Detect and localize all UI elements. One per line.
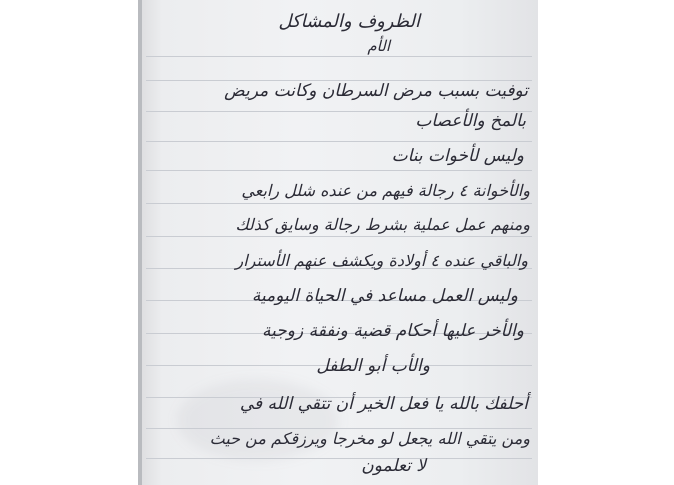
ruled-line	[146, 236, 532, 237]
ruled-line	[146, 458, 532, 459]
letter-line-1: توفيت بسبب مرض السرطان وكانت مريض	[224, 81, 528, 101]
letter-line-7: وليس العمل مساعد في الحياة اليومية	[251, 286, 518, 306]
letter-line-9: والأب أبو الطفل	[316, 356, 430, 376]
ruled-line	[146, 141, 532, 142]
ruled-line	[146, 56, 532, 57]
letter-line-8: والأخر عليها أحكام قضية ونفقة زوجية	[262, 321, 524, 341]
handwritten-letter	[138, 0, 538, 485]
letter-line-12: لا تعلمون	[361, 456, 426, 476]
letter-title: الظروف والمشاكل	[278, 11, 420, 32]
letter-subtitle: الأم	[367, 37, 390, 55]
ruled-line	[146, 203, 532, 204]
letter-line-2: بالمخ والأعصاب	[415, 111, 526, 131]
letter-line-4: والأخوانة ٤ رجالة فيهم من عنده شلل رابعي	[241, 181, 530, 200]
letter-line-11: ومن يتقي الله يجعل لو مخرجا ويرزقكم من حيث	[209, 429, 530, 448]
letter-line-6: والباقي عنده ٤ أولادة ويكشف عنهم الأسترار	[235, 251, 528, 270]
letter-line-5: ومنهم عمل عملية بشرط رجالة وسايق كذلك	[235, 215, 530, 234]
ruled-line	[146, 170, 532, 171]
letter-line-10: أحلفك بالله يا فعل الخير أن تتقي الله في	[239, 394, 528, 414]
letter-line-3: وليس لأخوات بنات	[391, 146, 524, 166]
